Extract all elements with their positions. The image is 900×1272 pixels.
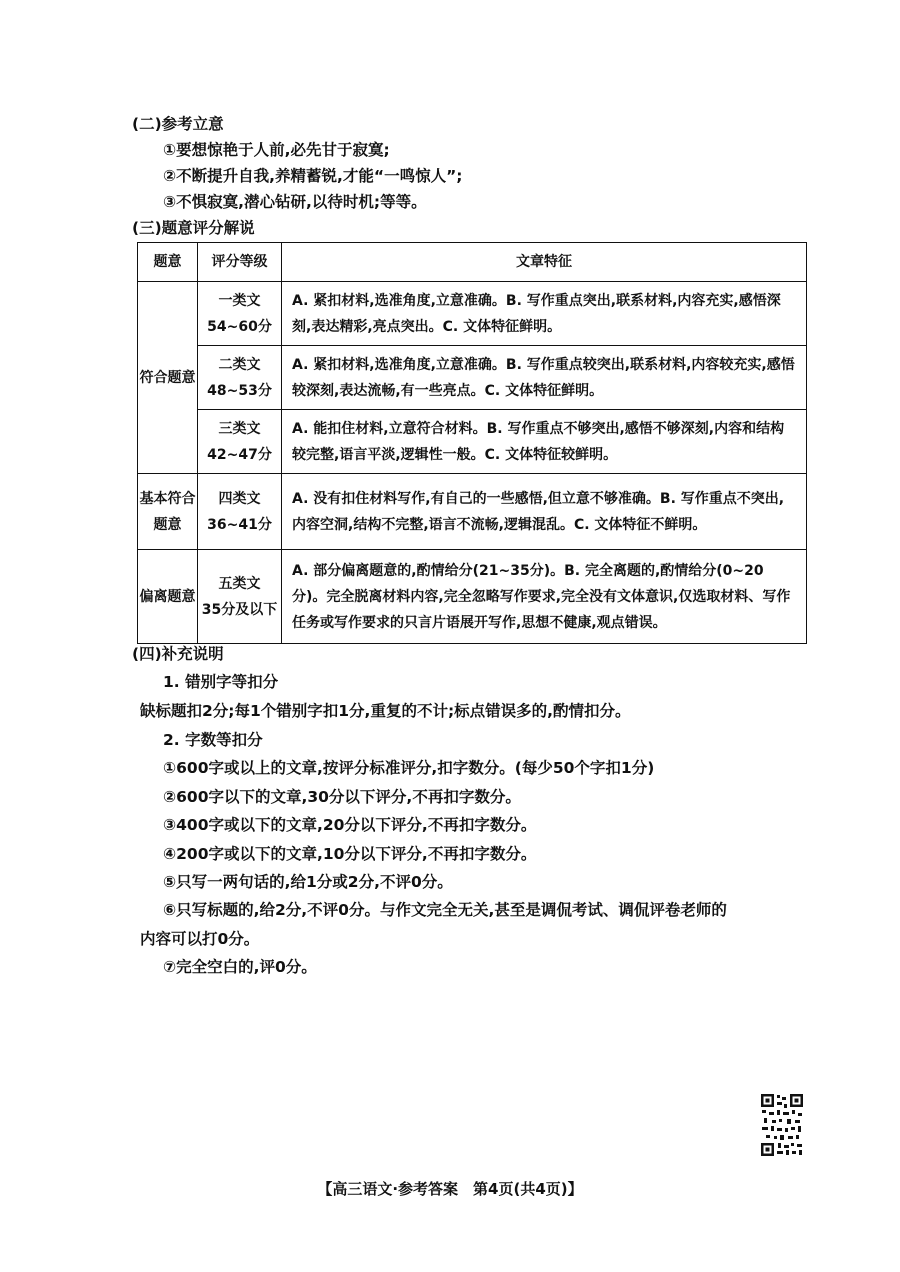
features-text: A. 紧扣材料,选准角度,立意准确。B. 写作重点突出,联系材料,内容充实,感悟深刻,表达精彩,亮点突出。C. 文体特征鲜明。 <box>292 292 781 335</box>
grade-cell <box>198 282 282 346</box>
category-cell <box>138 474 198 550</box>
section3-heading: (三)题意评分解说 <box>132 219 255 237</box>
grade-name: 三类文 <box>218 420 261 437</box>
category-name: 符合题意 <box>139 369 196 386</box>
rule-item: ②600字以下的文章,30分以下评分,不再扣字数分。 <box>163 788 521 806</box>
header-features: 文章特征 <box>282 243 807 282</box>
grade-cell <box>198 550 282 644</box>
section2-item: ②不断提升自我,养精蓄锐,才能“一鸣惊人”; <box>163 167 463 185</box>
features-cell <box>282 282 807 346</box>
features-cell <box>282 474 807 550</box>
features-text: A. 能扣住材料,立意符合材料。B. 写作重点不够突出,感悟不够深刻,内容和结构较完整,语言平淡,逻辑性一般。C. 文体特征较鲜明。 <box>292 420 785 463</box>
paragraph: 缺标题扣2分;每1个错别字扣1分,重复的不计;标点错误多的,酌情扣分。 <box>140 702 631 720</box>
table-row <box>138 282 807 346</box>
grade-range: 54~60分 <box>207 318 272 335</box>
grading-table <box>137 242 807 644</box>
header-grade: 评分等级 <box>198 243 282 282</box>
grade-name: 五类文 <box>218 575 261 592</box>
features-text: A. 紧扣材料,选准角度,立意准确。B. 写作重点较突出,联系材料,内容较充实,感悟较深刻,表达流畅,有一些亮点。C. 文体特征鲜明。 <box>292 356 795 399</box>
grade-range: 35分及以下 <box>201 601 278 618</box>
page-footer: 【高三语文·参考答案 第4页(共4页)】 <box>317 1180 583 1198</box>
features-text: A. 部分偏离题意的,酌情给分(21~35分)。B. 完全离题的,酌情给分(0~20分)。完全脱离材料内容,完全忽略写作要求,完全没有文体意识,仅选取材料、写作任务或写作要求的只言片语展开写作,思想不健康,观点错误。 <box>292 562 791 631</box>
category-cell <box>138 550 198 644</box>
grade-range: 36~41分 <box>207 516 272 533</box>
table-row <box>138 474 807 550</box>
table-row <box>138 550 807 644</box>
table-header-row <box>138 243 807 282</box>
rule-item-continued: 内容可以打0分。 <box>140 930 260 948</box>
grade-range: 48~53分 <box>207 382 272 399</box>
header-meaning: 题意 <box>138 243 198 282</box>
features-cell <box>282 346 807 410</box>
rule-item: ⑦完全空白的,评0分。 <box>163 958 317 976</box>
section2-heading: (二)参考立意 <box>132 115 224 133</box>
features-text: A. 没有扣住材料写作,有自己的一些感悟,但立意不够准确。B. 写作重点不突出,内容空洞,结构不完整,语言不流畅,逻辑混乱。C. 文体特征不鲜明。 <box>292 490 785 533</box>
grade-range: 42~47分 <box>207 446 272 463</box>
qr-code-icon <box>760 1093 804 1157</box>
section2-item: ③不惧寂寞,潜心钻研,以待时机;等等。 <box>163 193 427 211</box>
sub-heading: 1. 错别字等扣分 <box>163 673 279 691</box>
features-cell <box>282 550 807 644</box>
rule-item: ⑥只写标题的,给2分,不评0分。与作文完全无关,甚至是调侃考试、调侃评卷老师的 <box>163 901 727 919</box>
grade-name: 二类文 <box>218 356 261 373</box>
grade-name: 四类文 <box>218 490 261 507</box>
category-name: 偏离题意 <box>139 588 196 605</box>
section2-item: ①要想惊艳于人前,必先甘于寂寞; <box>163 141 390 159</box>
rule-item: ①600字或以上的文章,按评分标准评分,扣字数分。(每少50个字扣1分) <box>163 759 655 777</box>
grade-cell <box>198 346 282 410</box>
table-row <box>138 410 807 474</box>
sub-heading: 2. 字数等扣分 <box>163 731 263 749</box>
category-cell <box>138 282 198 474</box>
table-row <box>138 346 807 410</box>
grade-name: 一类文 <box>218 292 261 309</box>
features-cell <box>282 410 807 474</box>
section4-heading: (四)补充说明 <box>132 645 224 663</box>
rule-item: ③400字或以下的文章,20分以下评分,不再扣字数分。 <box>163 816 537 834</box>
category-name: 基本符合题意 <box>139 490 196 533</box>
grade-cell <box>198 474 282 550</box>
grade-cell <box>198 410 282 474</box>
rule-item: ⑤只写一两句话的,给1分或2分,不评0分。 <box>163 873 453 891</box>
rule-item: ④200字或以下的文章,10分以下评分,不再扣字数分。 <box>163 845 537 863</box>
